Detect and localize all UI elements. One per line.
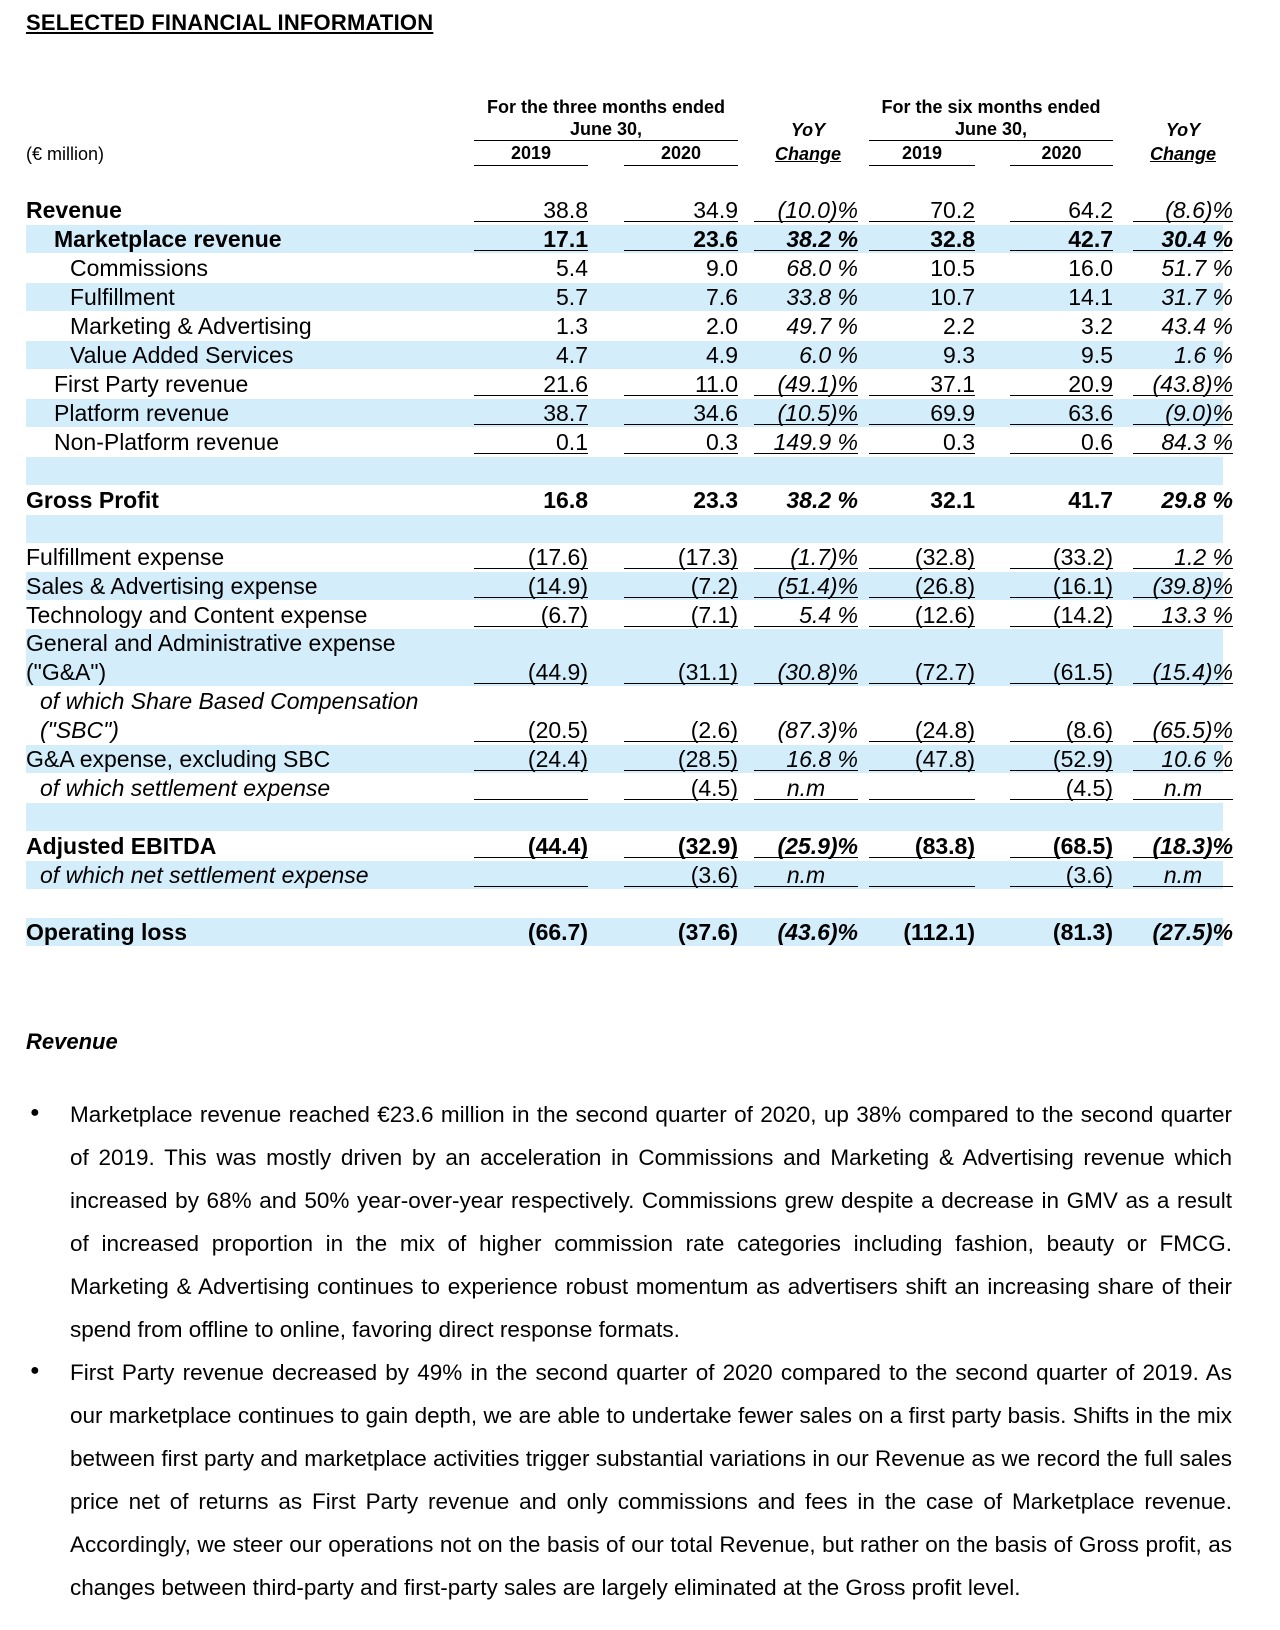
- table-cell: (17.3): [624, 543, 738, 569]
- table-cell: (72.7): [869, 658, 975, 684]
- table-cell: 4.7: [556, 342, 588, 368]
- table-cell: (61.5): [1010, 658, 1113, 684]
- table-cell: 10.7: [930, 284, 975, 310]
- table-cell: 32.1: [930, 487, 975, 513]
- table-row: [0, 745, 1280, 773]
- table-cell: (18.3)%: [1133, 832, 1233, 858]
- row-label: Fulfillment expense: [26, 544, 225, 570]
- table-cell: 38.7: [474, 399, 588, 425]
- table-cell: 23.3: [693, 487, 738, 513]
- table-row: [0, 861, 1280, 889]
- table-cell: (52.9): [1010, 745, 1113, 771]
- row-label: Marketing & Advertising: [70, 313, 312, 339]
- table-cell: (4.5): [1010, 774, 1113, 800]
- table-row: [0, 428, 1280, 456]
- table-cell: 6.0 %: [799, 342, 858, 368]
- table-cell: 69.9: [869, 399, 975, 425]
- table-row: [0, 601, 1280, 629]
- yoy-header-line1: YoY: [1165, 120, 1201, 140]
- table-row: [0, 225, 1280, 253]
- table-cell: (43.8)%: [1133, 370, 1233, 396]
- table-cell: (112.1): [903, 919, 975, 945]
- table-cell: 0.3: [624, 428, 738, 454]
- table-cell: n.m: [1133, 774, 1233, 800]
- year-2020-six-months: 2020: [1010, 143, 1113, 166]
- table-cell: (8.6)%: [1133, 196, 1233, 222]
- table-cell: (32.9): [624, 832, 738, 858]
- table-cell: 3.2: [1081, 313, 1113, 339]
- bullet-1-text: Marketplace revenue reached €23.6 million in the second quarter of 2020, up 38% compared to the second quarter of 2019. This was mostly driven by an acceleration in Commissions and Marketing & Advertising revenue which increased by 68% and 50% year-over-year respectively. Commissions grew despite a decrease in GMV as a result of increased proportion in the mix of higher commission rate categories including fashion, beauty or FMCG. Marketing & Advertising continues to experience robust momentum as advertisers shift an increasing share of their spend from offline to online, favoring direct response formats.: [70, 1102, 1232, 1342]
- table-cell: (25.9)%: [754, 832, 858, 858]
- table-cell: (4.5): [624, 774, 738, 800]
- table-cell: (28.5): [624, 745, 738, 771]
- table-cell: 2.0: [706, 313, 738, 339]
- section-title-revenue: Revenue: [26, 1029, 118, 1054]
- table-cell: 42.7: [1010, 225, 1113, 251]
- table-cell: (2.6): [624, 716, 738, 742]
- table-row: [0, 918, 1280, 946]
- table-cell: (44.9): [474, 658, 588, 684]
- table-row: [0, 543, 1280, 571]
- table-cell: (14.9): [474, 572, 588, 598]
- table-row: [0, 774, 1280, 802]
- row-label: Non-Platform revenue: [54, 429, 279, 455]
- table-cell: 17.1: [474, 225, 588, 251]
- table-row: [0, 312, 1280, 340]
- table-cell: (15.4)%: [1133, 658, 1233, 684]
- table-cell: 9.5: [1081, 342, 1113, 368]
- row-label: of which net settlement expense: [40, 862, 369, 888]
- table-row: [0, 399, 1280, 427]
- table-cell: 0.3: [869, 428, 975, 454]
- bullet-1-marker: ●: [30, 1104, 40, 1121]
- table-cell: (3.6): [624, 861, 738, 887]
- table-cell: 16.8 %: [754, 745, 858, 771]
- table-cell: 64.2: [1010, 196, 1113, 222]
- table-cell: 34.6: [624, 399, 738, 425]
- table-cell: 4.9: [706, 342, 738, 368]
- table-cell: (24.8): [869, 716, 975, 742]
- table-cell: (10.5)%: [754, 399, 858, 425]
- six-months-header: For the six months ended June 30,: [869, 96, 1113, 141]
- table-cell: (26.8): [869, 572, 975, 598]
- table-cell: (7.2): [624, 572, 738, 598]
- table-cell: 11.0: [624, 370, 738, 396]
- table-cell: 33.8 %: [786, 284, 858, 310]
- bullet-2-marker: ●: [30, 1362, 40, 1379]
- table-cell: 20.9: [1010, 370, 1113, 396]
- table-cell: 68.0 %: [786, 255, 858, 281]
- table-cell: (20.5): [474, 716, 588, 742]
- table-cell: 0.1: [474, 428, 588, 454]
- table-cell: n.m: [754, 774, 858, 800]
- table-cell: (10.0)%: [754, 196, 858, 222]
- table-cell: [869, 774, 975, 800]
- table-cell: 41.7: [1068, 487, 1113, 513]
- table-cell: 16.8: [543, 487, 588, 513]
- table-cell: (47.8): [869, 745, 975, 771]
- table-cell: 10.6 %: [1133, 745, 1233, 771]
- table-cell: [869, 861, 975, 887]
- table-cell: 32.8: [869, 225, 975, 251]
- row-label: Adjusted EBITDA: [26, 833, 217, 859]
- table-cell: 14.1: [1068, 284, 1113, 310]
- table-cell: (49.1)%: [754, 370, 858, 396]
- table-row: [0, 283, 1280, 311]
- row-label: Operating loss: [26, 919, 188, 945]
- yoy-header-three-months: [756, 118, 860, 166]
- table-cell: n.m: [1133, 861, 1233, 887]
- row-label: Sales & Advertising expense: [26, 573, 318, 599]
- row-label: First Party revenue: [54, 371, 249, 397]
- table-cell: 16.0: [1068, 255, 1113, 281]
- table-row: [0, 341, 1280, 369]
- table-cell: (24.4): [474, 745, 588, 771]
- table-cell: (31.1): [624, 658, 738, 684]
- yoy-header-line2: Change: [774, 144, 841, 164]
- table-cell: 49.7 %: [786, 313, 858, 339]
- table-cell: 2.2: [943, 313, 975, 339]
- year-2019-three-months: 2019: [474, 143, 588, 166]
- table-cell: 9.3: [943, 342, 975, 368]
- row-label: Value Added Services: [70, 342, 294, 368]
- row-label: General and Administrative expense: [26, 630, 396, 656]
- table-cell: 38.8: [474, 196, 588, 222]
- table-cell: (44.4): [474, 832, 588, 858]
- table-cell: 5.4: [556, 255, 588, 281]
- row-label: Marketplace revenue: [54, 226, 282, 252]
- year-2019-six-months: 2019: [869, 143, 975, 166]
- row-label: G&A expense, excluding SBC: [26, 746, 331, 772]
- table-cell: 70.2: [869, 196, 975, 222]
- row-label-continued: ("SBC"): [40, 717, 119, 743]
- table-cell: 63.6: [1010, 399, 1113, 425]
- three-months-header: For the three months ended June 30,: [474, 96, 738, 141]
- table-row: [0, 486, 1280, 514]
- table-cell: 38.2 %: [754, 225, 858, 251]
- table-cell: 31.7 %: [1161, 284, 1233, 310]
- table-row: [0, 370, 1280, 398]
- page-title: SELECTED FINANCIAL INFORMATION: [26, 10, 434, 35]
- table-cell: 10.5: [930, 255, 975, 281]
- table-row: [0, 832, 1280, 860]
- table-cell: (39.8)%: [1133, 572, 1233, 598]
- table-cell: (30.8)%: [754, 658, 858, 684]
- table-cell: 30.4 %: [1133, 225, 1233, 251]
- row-label: of which settlement expense: [40, 775, 331, 801]
- table-cell: 1.2 %: [1133, 543, 1233, 569]
- table-cell: 51.7 %: [1161, 255, 1233, 281]
- table-cell: [474, 861, 588, 887]
- spacer-band: [26, 515, 1223, 543]
- table-row: [0, 196, 1280, 224]
- table-cell: n.m: [754, 861, 858, 887]
- table-row: [0, 572, 1280, 600]
- yoy-header-line1: YoY: [790, 120, 826, 140]
- row-label: Commissions: [70, 255, 209, 281]
- table-cell: (68.5): [1010, 832, 1113, 858]
- table-cell: 9.0: [706, 255, 738, 281]
- table-cell: (7.1): [624, 601, 738, 627]
- table-cell: (43.6)%: [777, 919, 858, 945]
- yoy-header-line2: Change: [1149, 144, 1216, 164]
- table-cell: 38.2 %: [786, 487, 858, 513]
- row-label: Fulfillment: [70, 284, 175, 310]
- year-2020-three-months: 2020: [624, 143, 738, 166]
- table-row: [0, 688, 1280, 744]
- table-cell: 0.6: [1010, 428, 1113, 454]
- table-cell: 21.6: [474, 370, 588, 396]
- table-cell: 5.7: [556, 284, 588, 310]
- table-cell: (51.4)%: [754, 572, 858, 598]
- yoy-header-six-months: [1131, 118, 1235, 166]
- table-cell: (37.6): [677, 919, 738, 945]
- table-cell: 43.4 %: [1161, 313, 1233, 339]
- row-label: Gross Profit: [26, 487, 159, 513]
- table-cell: (3.6): [1010, 861, 1113, 887]
- table-cell: (6.7): [474, 601, 588, 627]
- table-cell: 5.4 %: [754, 601, 858, 627]
- table-cell: 1.6 %: [1174, 342, 1233, 368]
- row-label: Platform revenue: [54, 400, 230, 426]
- row-label: Revenue: [26, 197, 122, 223]
- table-cell: (9.0)%: [1133, 399, 1233, 425]
- table-cell: 29.8 %: [1161, 487, 1233, 513]
- spacer-band: [26, 457, 1223, 485]
- table-cell: (83.8): [869, 832, 975, 858]
- table-cell: [474, 774, 588, 800]
- table-row: [0, 254, 1280, 282]
- unit-label: (€ million): [26, 144, 105, 164]
- table-cell: 1.3: [556, 313, 588, 339]
- table-cell: 23.6: [624, 225, 738, 251]
- bullet-2-text: First Party revenue decreased by 49% in the second quarter of 2020 compared to the second quarter of 2019. As our marketplace continues to gain depth, we are able to undertake fewer sales on a first party basis. Shifts in the mix between first party and marketplace activities trigger substantial variations in our Revenue as we record the full sales price net of returns as First Party revenue and only commissions and fees in the case of Marketplace revenue. Accordingly, we steer our operations not on the basis of our total Revenue, but rather on the basis of Gross profit, as changes between third-party and first-party sales are largely eliminated at the Gross profit level.: [70, 1360, 1232, 1600]
- row-label: of which Share Based Compensation: [40, 688, 419, 714]
- table-cell: (16.1): [1010, 572, 1113, 598]
- row-label: Technology and Content expense: [26, 602, 368, 628]
- row-label-continued: ("G&A"): [26, 659, 107, 685]
- table-cell: (12.6): [869, 601, 975, 627]
- table-cell: (8.6): [1010, 716, 1113, 742]
- table-cell: (33.2): [1010, 543, 1113, 569]
- table-cell: (32.8): [869, 543, 975, 569]
- table-cell: (1.7)%: [754, 543, 858, 569]
- table-cell: (27.5)%: [1152, 919, 1233, 945]
- table-cell: (87.3)%: [777, 717, 858, 743]
- table-cell: (65.5)%: [1133, 716, 1233, 742]
- table-cell: 34.9: [624, 196, 738, 222]
- table-cell: 13.3 %: [1133, 601, 1233, 627]
- table-cell: 37.1: [869, 370, 975, 396]
- table-cell: 7.6: [706, 284, 738, 310]
- table-row: [0, 630, 1280, 686]
- spacer-band: [26, 803, 1223, 831]
- table-cell: (14.2): [1010, 601, 1113, 627]
- table-cell: 84.3 %: [1133, 428, 1233, 454]
- table-cell: 149.9 %: [754, 428, 858, 454]
- table-cell: (81.3): [1052, 919, 1113, 945]
- table-cell: (66.7): [527, 919, 588, 945]
- table-cell: (17.6): [474, 543, 588, 569]
